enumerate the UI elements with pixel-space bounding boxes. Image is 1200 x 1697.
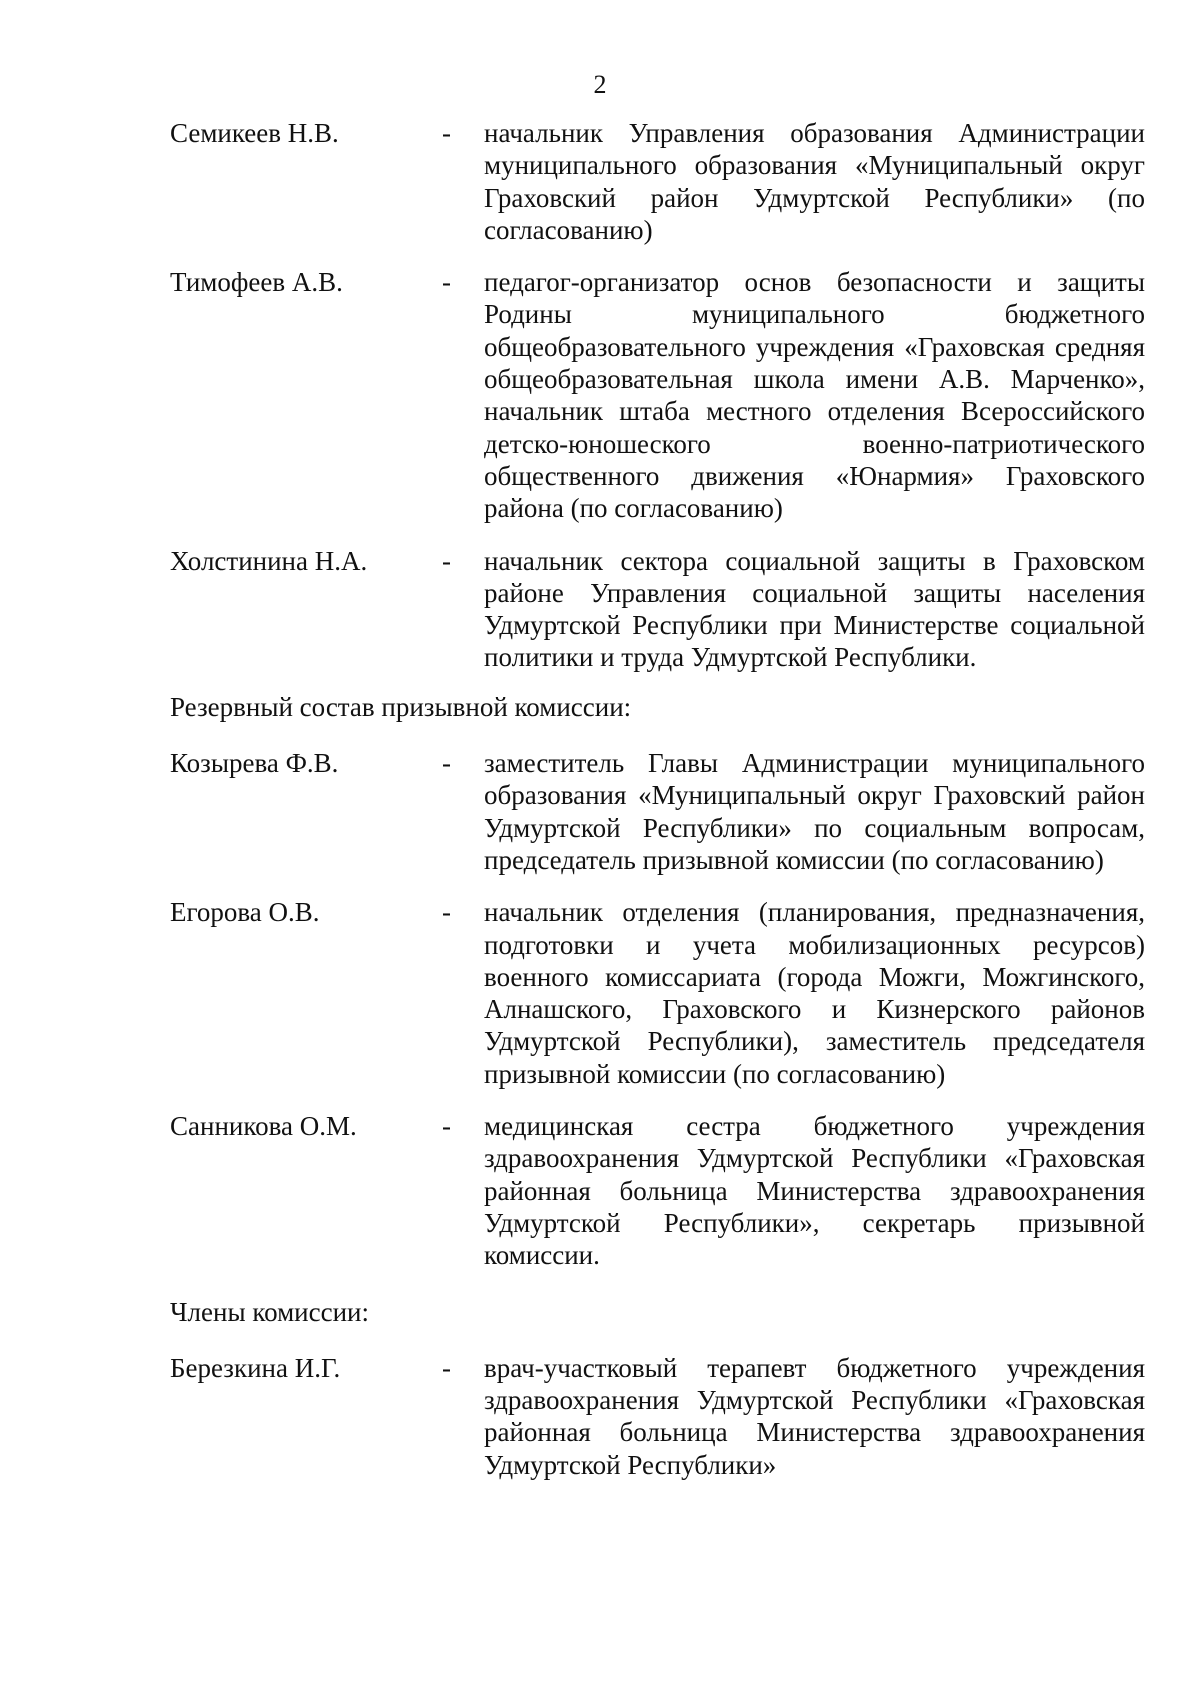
member-description: медицинская сестра бюджетного учреждения здравоохранения Удмуртской Республики «Граховская районная больница Министерства здравоохранения Удмуртской Республики», секретарь призывной комиссии. — [484, 1111, 1145, 1271]
member-entry — [170, 1352, 1145, 1481]
document-body — [170, 117, 1145, 1481]
dash-separator: - — [442, 748, 451, 779]
member-description: начальник Управления образования Администрации муниципального образования «Муниципальный округ Граховский район Удмуртской Республики» (по согласованию) — [484, 118, 1145, 245]
commission-members-heading: Члены комиссии: — [170, 1296, 369, 1327]
member-name: Холстинина Н.А. — [170, 545, 368, 576]
member-name: Тимофеев А.В. — [170, 267, 343, 298]
member-entry — [170, 545, 1145, 674]
member-name: Козырева Ф.В. — [170, 748, 339, 779]
member-description: педагог-организатор основ безопасности и защиты Родины муниципального бюджетного общеобразовательного учреждения «Граховская средняя общеобразовательная школа имени А.В. Марченко», начальник штаба местного отделения Всероссийского детско-юношеского военно-патриотического общественного движения «Юнармия» Граховского района (по согласованию) — [484, 267, 1145, 524]
member-name: Санникова О.М. — [170, 1111, 357, 1142]
member-description: начальник сектора социальной защиты в Граховском районе Управления социальной защиты населения Удмуртской Республики при Министерстве социальной политики и труда Удмуртской Республики. — [484, 545, 1145, 673]
member-description: заместитель Главы Администрации муниципального образования «Муниципальный округ Граховский район Удмуртской Республики» по социальным вопросам, председатель призывной комиссии (по согласованию) — [484, 748, 1145, 875]
member-entry — [170, 896, 1145, 1090]
dash-separator: - — [442, 897, 451, 928]
member-description: начальник отделения (планирования, предназначения, подготовки и учета мобилизационных ресурсов) военного комиссариата (города Можги, Можгинского, Алнашского, Граховского и Кизнерского районов Удмуртской Республики), заместитель председателя призывной комиссии (по согласованию) — [484, 897, 1145, 1089]
dash-separator: - — [442, 118, 451, 148]
member-entry — [170, 266, 1145, 524]
dash-separator: - — [442, 1352, 451, 1383]
member-description: врач-участковый терапевт бюджетного учреждения здравоохранения Удмуртской Республики «Граховская районная больница Министерства здравоохранения Удмуртской Республики» — [484, 1352, 1145, 1480]
member-name: Березкина И.Г. — [170, 1352, 341, 1383]
reserve-heading: Резервный состав призывной комиссии: — [170, 691, 632, 722]
member-name: Семикеев Н.В. — [170, 118, 339, 148]
member-entry — [170, 1110, 1145, 1271]
dash-separator: - — [442, 267, 451, 298]
member-entry — [170, 117, 1145, 246]
page-number: 2 — [593, 70, 607, 99]
dash-separator: - — [442, 545, 451, 576]
member-name: Егорова О.В. — [170, 897, 320, 928]
dash-separator: - — [442, 1111, 451, 1142]
member-entry — [170, 747, 1145, 876]
